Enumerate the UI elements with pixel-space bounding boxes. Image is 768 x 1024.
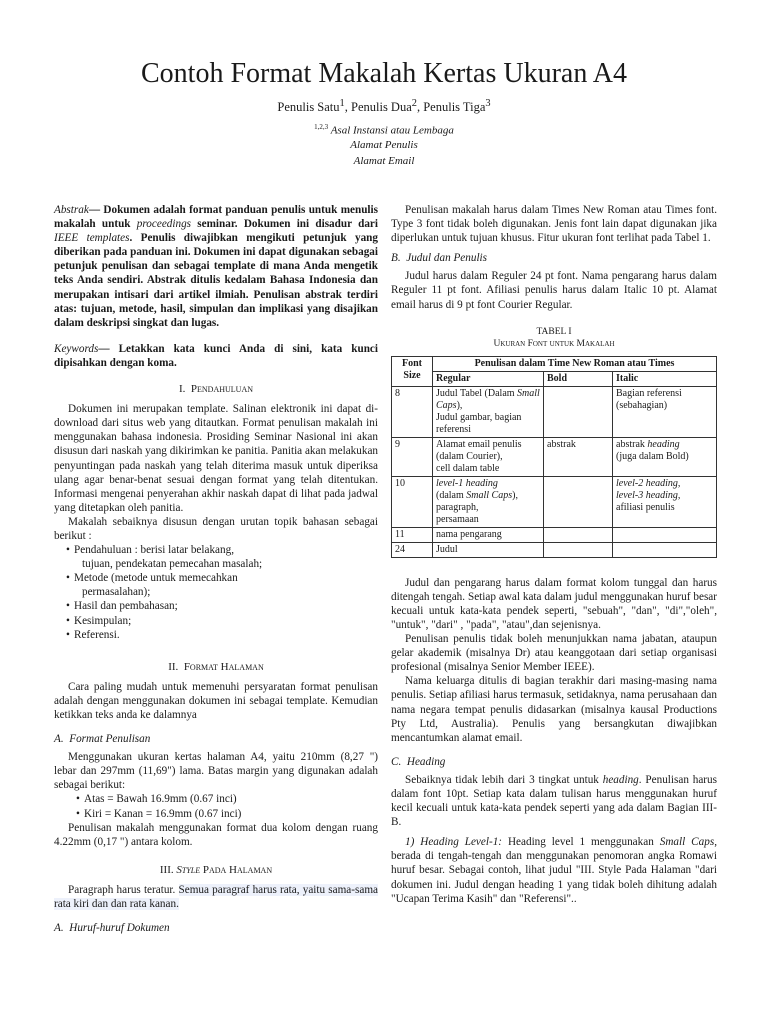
table-cell: 11 <box>392 527 433 542</box>
list-item <box>76 807 378 821</box>
paragraph: Penulisan penulis tidak boleh menunjukkan nama jabatan, ataupun gelar akademik (misalnya Dr) atau keanggotaan dari setiap organisasi profesional (misalnya Senior Member IEEE). <box>391 633 717 674</box>
table-cell <box>544 476 613 527</box>
table-header-cell: Italic <box>613 371 717 386</box>
table-label: TABEL I <box>536 326 572 337</box>
cell-text-italic: level-3 heading, <box>616 489 681 501</box>
table-cell <box>433 437 544 476</box>
subsection-letter: C. <box>391 755 402 768</box>
list-item-text: tujuan, pendekatan pemecahan masalah; <box>82 558 263 571</box>
subsection-letter: A. <box>54 733 64 746</box>
author-3-sup: 3 <box>485 98 491 109</box>
paragraph: Judul harus dalam Reguler 24 pt font. Nama pengarang harus dalam Reguler 11 pt font. Afiliasi penulis harus dalam Italic 10 pt. Alamat email harus di 9 pt font Courier Regular. <box>391 270 717 311</box>
paragraph: Makalah sebaiknya disusun dengan urutan topik bahasan sebagai berikut : <box>54 515 378 542</box>
subsection-a2-heading <box>54 921 378 935</box>
cell-text-italic: heading <box>647 438 680 450</box>
cell-text: persamaan <box>436 513 479 525</box>
abstract-text: Dokumen adalah format panduan penulis untuk menulis makalah untuk <box>54 204 378 231</box>
cell-text: paragraph, <box>436 501 479 513</box>
cell-text: abstrak <box>616 438 648 450</box>
paragraph-text: Paragraph harus teratur. <box>68 883 179 896</box>
table-row <box>392 476 717 527</box>
author-2-sup: 2 <box>411 98 417 109</box>
table-row <box>392 386 717 437</box>
subsection-title: Judul dan Penulis <box>406 252 488 265</box>
list-item-text: Metode (metode untuk memecahkan <box>74 572 238 585</box>
paragraph: Penulisan makalah menggunakan format dua kolom dengan ruang 4.22mm (0,17 ") antara kolom. <box>54 821 378 848</box>
list-item <box>66 543 378 571</box>
cell-text: (dalam <box>436 489 467 501</box>
subsection-c-heading <box>391 755 717 769</box>
table-caption <box>391 326 717 350</box>
abstract-dash: — <box>88 204 104 216</box>
cell-text: Judul gambar, bagian referensi <box>436 411 522 435</box>
subsection-title: Format Penulisan <box>69 733 151 746</box>
cell-text: cell dalam table <box>436 462 500 474</box>
paragraph-text-italic: 1) Heading Level-1: <box>405 836 503 849</box>
subsection-a-heading <box>54 732 378 746</box>
paragraph <box>391 835 717 905</box>
table-cell: 24 <box>392 542 433 557</box>
paragraph: Nama keluarga ditulis di bagian terakhir dari masing-masing nama penulis. Setiap afiliasi harus termasuk, setidaknya, nama perusahaan dan nama negara tempat penulis didasarkan (misalnya kausal Productions Pty Ltd, Australia). Penulis yang bersangkutan diwajibkan mencantumkan alamat email. <box>391 675 717 744</box>
paragraph: Judul dan pengarang harus dalam format kolom tunggal dan harus ditengah tengah. Setiap awal kata dalam judul menggunakan huruf besar kecuali untuk kata-kata pendek seperti, "sebuah", "dan", "di","oleh", "untuk", "dari" , "pada", "atau",dan sejenisnya. <box>391 576 717 631</box>
right-column <box>391 203 717 906</box>
highlighted-text: Semua paragraf harus rata, yaitu sama-sama rata kiri dan dan rata kanan. <box>54 883 378 911</box>
author-3: Penulis Tiga <box>423 100 486 115</box>
affiliation-sup: 1,2,3 <box>314 123 329 131</box>
cell-text-italic: Small Caps <box>466 489 513 501</box>
section-title: Pendahuluan <box>190 383 254 396</box>
table-cell <box>613 542 717 557</box>
list-item <box>66 571 378 599</box>
table-row <box>392 437 717 476</box>
table-header-cell: Penulisan dalam Time New Roman atau Times <box>433 356 717 371</box>
paragraph-text: . Penulisan harus dalam font 10pt. Setiap kata dalam tulisan harus menggunakan huruf kecil kecuali untuk kata-kata pendek seperti yang ada dalam Bagian III-B. <box>391 773 717 829</box>
author-sep: , <box>344 100 351 115</box>
abstract-label: Abstrak <box>54 204 89 216</box>
abstract <box>54 203 378 330</box>
affiliation-address: Alamat Penulis <box>350 139 418 151</box>
bullet: • <box>66 544 70 557</box>
table-cell: 8 <box>392 386 433 437</box>
cell-text: ), <box>456 399 463 411</box>
affiliation-institution <box>0 123 768 137</box>
paragraph: Dokumen ini merupakan template. Salinan elektronik ini dapat di-download dari situs web yang ditautkan. Format penulisan makalah ini menggunakan bahasa indonesia. Prosiding Seminar Nasional ini akan disusun dari naskah yang dikirimkan ke panitia. Panitia akan melakukan penyuntingan pada naskah yang telah diterima masuk untuk diperiksa ulang agar benar-benat sesuai dengan format yang telah ditentukan. Informasi mengenai penyerahan akhir naskah dapat di lihat pada jadwal yang ditetapkan oleh panitia. <box>54 403 378 514</box>
page-title: Contoh Format Makalah Kertas Ukuran A4 <box>140 58 628 89</box>
subsection-b-heading <box>391 251 717 265</box>
list-item <box>76 792 378 806</box>
paragraph-text: Sebaiknya tidak lebih dari 3 tingkat untuk <box>405 773 603 786</box>
bullet: • <box>76 807 80 820</box>
table-cell <box>433 476 544 527</box>
list-item-text: Hasil dan pembahasan; <box>74 600 178 613</box>
paragraph <box>54 883 378 911</box>
section-title: Format Halaman <box>183 660 264 673</box>
affiliation-institution-text: Asal Instansi atau Lembaga <box>328 124 454 137</box>
table-title: Ukuran Font untuk Makalah <box>493 338 615 349</box>
keywords-text: Letakkan kata kunci Anda di sini, kata kunci dipisahkan dengan koma. <box>54 342 378 369</box>
table-cell: Bagian referensi (sebahagian) <box>613 386 717 437</box>
cell-text: (juga dalam Bold) <box>616 450 689 462</box>
abstract-proc: proceedings <box>136 218 192 231</box>
subsection-title: Huruf-huruf Dokumen <box>69 922 170 935</box>
table-cell <box>613 437 717 476</box>
table-cell <box>544 386 613 437</box>
table-cell: 9 <box>392 437 433 476</box>
affiliation-email: Alamat Email <box>353 155 415 167</box>
section-number: II. <box>168 660 179 673</box>
author-1: Penulis Satu <box>277 100 340 115</box>
list-item-text: Atas = Bawah 16.9mm (0.67 inci) <box>84 793 237 806</box>
paragraph-text: Heading level 1 menggunakan <box>502 836 660 849</box>
font-size-table <box>391 356 717 558</box>
section-title: Pada Halaman <box>200 863 273 876</box>
paragraph: Cara paling mudah untuk memenuhi persyaratan format penulisan adalah dengan menggunakan dokumen ini sebagai template. Kemudian ketikkan teks anda ke dalamnya <box>54 680 378 721</box>
abstract-ieee: IEEE templates <box>54 232 130 245</box>
table-cell: Judul <box>433 542 544 557</box>
bullet: • <box>66 614 70 627</box>
bullet: • <box>66 600 70 613</box>
cell-text-italic: level-2 heading, <box>616 477 681 489</box>
table-cell: 10 <box>392 476 433 527</box>
bullet: • <box>76 793 80 806</box>
paragraph-text: , berada di tengah-tengah dan menggunakan penomoran angka Romawi huruf besar. Sebagai contoh, lihat judul "III. Style Pada Halaman "dari dokumen ini. Judul dengan heading 1 yang tidak boleh dihitung adalah "Ucapan Terima Kasih" dan "Referensi".. <box>391 836 717 905</box>
author-1-sup: 1 <box>339 98 345 109</box>
paragraph <box>391 773 717 829</box>
list-item-text: Kesimpulan; <box>74 614 132 627</box>
paragraph: Menggunakan ukuran kertas halaman A4, yaitu 210mm (8,27 ") lebar dan 297mm (11,69") lama. Batas margin yang digunakan adalah sebagai berikut: <box>54 751 378 792</box>
paragraph-text-italic: heading <box>602 773 639 786</box>
paragraph-text-italic: Small Caps <box>659 836 715 849</box>
list-item <box>66 628 378 642</box>
section-number: I. <box>178 383 186 396</box>
author-line <box>0 98 768 115</box>
bullet: • <box>66 572 70 585</box>
cell-text: Alamat email penulis (dalam Courier), <box>436 438 522 462</box>
table-header-cell: Font Size <box>392 356 433 386</box>
subsection-letter: A. <box>54 922 64 935</box>
abstract-text: . Penulis diwajibkan mengikuti petunjuk yang diberikan pada panduan ini. Dokumen ini dapat digunakan sebagai petunjuk penulisan dan sebagai template di mana Anda mengetik teks Anda sendiri. Abstrak ditulis kedalam Bahasa Indonesia dan merupakan intisari dari artikel ilmiah. Penulisan abstrak terdiri atas: tujuan, metode, hasil, simpulan dan implikasi yang disajikan dalam deskripsi singkat dan lugas. <box>54 232 378 329</box>
list-item <box>66 614 378 628</box>
table-cell <box>544 542 613 557</box>
table-header-row <box>392 356 717 371</box>
cell-text: Judul Tabel (Dalam <box>436 387 518 399</box>
abstract-text: seminar. Dokumen ini disadur dari <box>191 218 378 231</box>
list-item-text: Referensi. <box>74 628 120 641</box>
subsection-letter: B. <box>391 252 401 265</box>
margin-list <box>54 792 378 820</box>
left-column <box>54 203 378 939</box>
section-2-heading <box>54 660 378 674</box>
cell-text-italic: level-1 heading <box>436 477 498 489</box>
table-row <box>392 542 717 557</box>
list-item-text: Pendahuluan : berisi latar belakang, <box>74 544 234 557</box>
section-style-word: Style <box>176 863 201 876</box>
list-item <box>66 599 378 613</box>
keywords <box>54 342 378 370</box>
author-2: Penulis Dua <box>351 100 412 115</box>
keywords-dash: — <box>98 342 119 355</box>
table-header-cell: Regular <box>433 371 544 386</box>
table-cell <box>544 527 613 542</box>
author-sep: , <box>416 100 424 115</box>
cell-text-italic: Small Caps <box>436 387 540 411</box>
keywords-label: Keywords <box>54 342 99 355</box>
table-cell <box>613 476 717 527</box>
cell-text: ), <box>512 489 518 501</box>
table-cell <box>613 527 717 542</box>
table-header-row <box>392 371 717 386</box>
table-cell: abstrak <box>544 437 613 476</box>
paragraph: Penulisan makalah harus dalam Times New Roman atau Times font. Type 3 font tidak boleh digunakan. Jenis font lain dapat digunakan jika diperlukan untuk tujuan khusus. Fitur ukuran font terlihat pada Tabel 1. <box>391 204 717 245</box>
table-cell: nama pengarang <box>433 527 544 542</box>
table-header-cell: Bold <box>544 371 613 386</box>
list-item-text: Kiri = Kanan = 16.9mm (0.67 inci) <box>84 807 242 820</box>
section-3-heading <box>54 863 378 877</box>
section-number: III. <box>159 863 174 876</box>
list-item-text: permasalahan); <box>82 586 151 599</box>
topic-list <box>54 543 378 642</box>
bullet: • <box>66 628 70 641</box>
table-row <box>392 527 717 542</box>
cell-text: afiliasi penulis <box>616 501 675 513</box>
table-cell <box>433 386 544 437</box>
subsection-title: Heading <box>406 755 446 768</box>
section-1-heading <box>54 382 378 396</box>
